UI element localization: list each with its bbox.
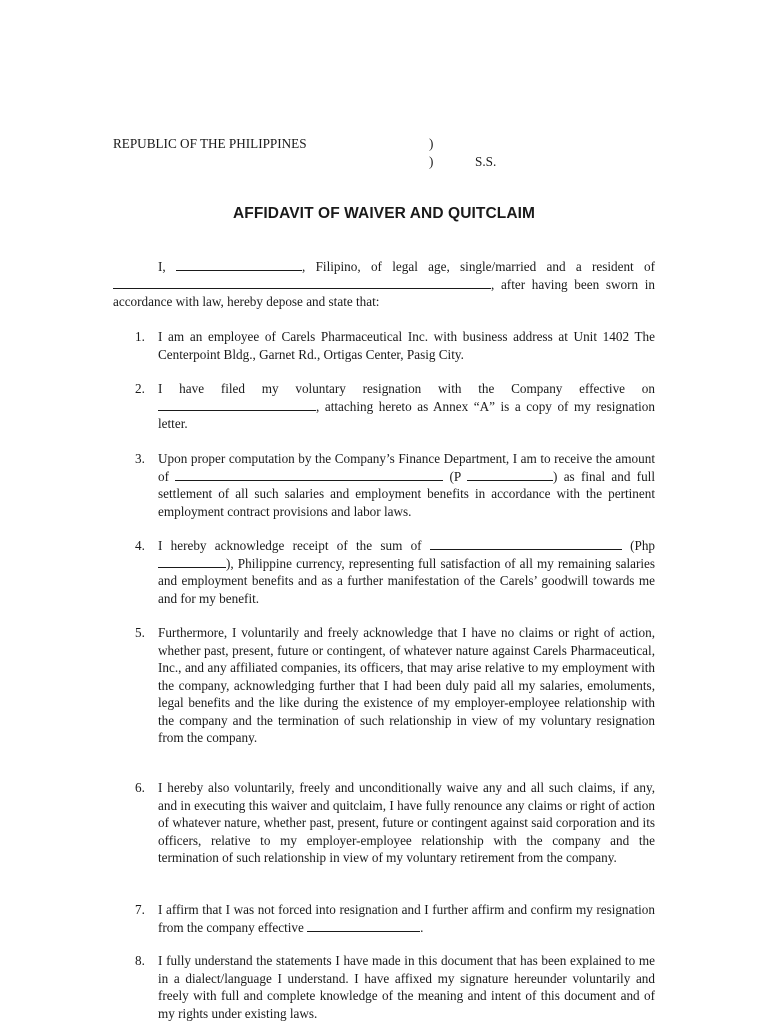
list-item-4 xyxy=(113,537,655,607)
sum-figures-blank[interactable] xyxy=(158,555,226,568)
venue-paren-1: ) xyxy=(429,136,434,151)
item-4-text-c: ), Philippine currency, representing full satisfaction of all my remaining salaries and employment benefits and as a further manifestation of the Carels’ goodwill towards me and for my benefit. xyxy=(158,555,655,606)
item-text: I fully understand the statements I have made in this document that has been explained to me in a dialect/language I understand. I have affixed my signature hereunder voluntarily and freely with full and complete knowledge of the meaning and intent of this document and of my rights under existing laws. xyxy=(158,953,655,1021)
item-text xyxy=(158,380,655,433)
intro-part-1: I, xyxy=(158,259,166,274)
item-3-text-b: (P xyxy=(449,468,461,484)
item-number: 8. xyxy=(135,953,145,968)
list-item-5 xyxy=(113,624,655,747)
item-number: 2. xyxy=(135,381,145,396)
intro-part-3: , after having been sworn in accordance with law, hereby depose and state that: xyxy=(113,276,655,309)
list-item-7 xyxy=(113,901,655,936)
list-item-6 xyxy=(113,779,655,867)
item-number: 6. xyxy=(135,780,145,795)
document-title: AFFIDAVIT OF WAIVER AND QUITCLAIM xyxy=(232,205,536,222)
intro-part-2: , Filipino, of legal age, single/married and a resident of xyxy=(302,259,655,274)
resignation-date-blank[interactable] xyxy=(307,919,420,932)
intro-paragraph xyxy=(113,258,655,311)
list-item-3 xyxy=(113,450,655,520)
amount-words-blank[interactable] xyxy=(175,468,443,481)
item-text: I am an employee of Carels Pharmaceutical Inc. with business address at Unit 1402 The Centerpoint Bldg., Garnet Rd., Ortigas Center, Pasig City. xyxy=(158,329,655,362)
venue-paren-2: ) xyxy=(429,154,434,169)
item-text: Furthermore, I voluntarily and freely acknowledge that I have no claims or right of action, whether past, present, future or contingent, of whatever nature against Carels Pharmaceutical, Inc., and any affiliated companies, its officers, that may arise relative to my employment with the company, acknowledging further that I had been duly paid all my salaries, emoluments, legal benefits and the like during the existence of my employer-employee relationship with the company and the termination of such relationship in view of my voluntary resignation from the company. xyxy=(158,625,655,745)
venue-block xyxy=(113,135,533,171)
item-7-text-b: . xyxy=(420,919,424,935)
sum-words-blank[interactable] xyxy=(430,537,622,550)
item-text xyxy=(158,901,655,936)
effective-date-blank[interactable] xyxy=(158,398,316,411)
item-7-text-a: I affirm that I was not forced into resignation and I further affirm and confirm my resignation from the company effective xyxy=(158,902,655,935)
item-text: I hereby also voluntarily, freely and unconditionally waive any and all such claims, if any, and in executing this waiver and quitclaim, I have fully renounce any claims or right of action of whatever nature, whether past, present, future or contingent against said corporation and its officers, relative to my employer-employee relationship with the company and the termination of such relationship in view of my voluntary retirement from the company. xyxy=(158,780,655,865)
item-2-text-a: I have filed my voluntary resignation with the Company effective on xyxy=(158,381,655,396)
item-text xyxy=(158,537,655,607)
amount-figures-blank[interactable] xyxy=(467,468,553,481)
list-item-1 xyxy=(113,328,655,363)
item-text xyxy=(158,450,655,520)
residence-blank[interactable] xyxy=(113,276,491,289)
item-number: 1. xyxy=(135,329,145,344)
item-number: 5. xyxy=(135,625,145,640)
list-item-8 xyxy=(113,952,655,1022)
name-blank[interactable] xyxy=(176,258,302,271)
venue-country: REPUBLIC OF THE PHILIPPINES xyxy=(113,136,307,151)
item-number: 7. xyxy=(135,902,145,917)
list-item-2 xyxy=(113,380,655,433)
item-2-text-b: , attaching hereto as Annex “A” is a copy of my resignation letter. xyxy=(158,398,655,431)
item-number: 3. xyxy=(135,451,145,466)
venue-ss: S.S. xyxy=(475,154,497,169)
item-3-text-c: ) as final and full settlement of all such salaries and employment benefits in accordance with the pertinent employment contract provisions and labor laws. xyxy=(158,468,655,519)
item-4-text-b: (Php xyxy=(630,538,656,553)
item-3-text-a: Upon proper computation by the Company’s Finance Department, I am to receive the amount of xyxy=(158,451,655,484)
item-4-text-a: I hereby acknowledge receipt of the sum of xyxy=(158,538,422,553)
item-number: 4. xyxy=(135,538,145,553)
